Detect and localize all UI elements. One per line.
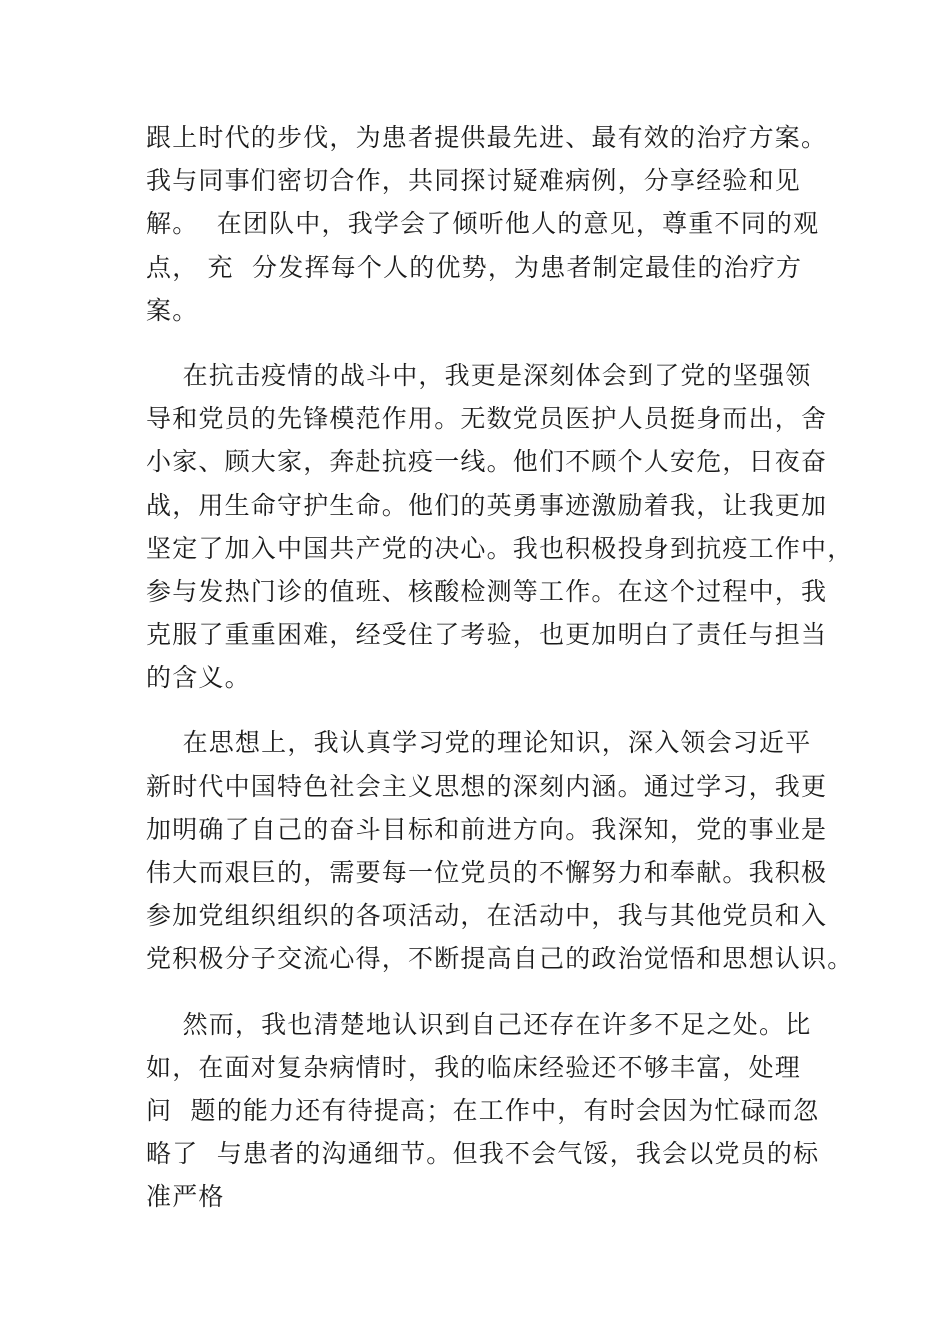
- text-line: 准严格: [146, 1182, 225, 1212]
- body-text: [146, 116, 854, 1219]
- text-line: 的含义。: [146, 663, 251, 693]
- text-line: 坚定了加入中国共产党的决心。我也积极投身到抗疫工作中，: [146, 533, 854, 563]
- text-line: 问 题的能力还有待提高；在工作中，有时会因为忙碌而忽: [146, 1095, 820, 1125]
- text-line: 略了 与患者的沟通细节。但我不会气馁，我会以党员的标: [146, 1139, 820, 1169]
- text-line: 如，在面对复杂病情时，我的临床经验还不够丰富，处理: [146, 1052, 802, 1082]
- text-line: 战，用生命守护生命。他们的英勇事迹激励着我，让我更加: [146, 490, 828, 520]
- text-line: 小家、顾大家，奔赴抗疫一线。他们不顾个人安危，日夜奋: [146, 447, 828, 477]
- text-line: 点， 充 分发挥每个人的优势，为患者制定最佳的治疗方: [146, 252, 803, 282]
- text-line: 跟上时代的步伐，为患者提供最先进、最有效的治疗方案。: [146, 123, 828, 152]
- text-line: 伟大而艰巨的，需要每一位党员的不懈努力和奉献。我积极: [146, 858, 828, 887]
- text-line: 我与同事们密切合作，共同探讨疑难病例，分享经验和见: [146, 166, 802, 196]
- text-line: 在思想上，我认真学习党的理论知识，深入领会习近平: [146, 728, 812, 758]
- text-line: 党积极分子交流心得，不断提高自己的政治觉悟和思想认识。: [146, 944, 854, 974]
- text-line: 解。 在团队中，我学会了倾听他人的意见，尊重不同的观: [146, 209, 820, 239]
- text-line: 然而，我也清楚地认识到自己还存在许多不足之处。比: [146, 1009, 812, 1039]
- text-line: 导和党员的先锋模范作用。无数党员医护人员挺身而出，舍: [146, 404, 828, 434]
- paragraph-3: [146, 721, 854, 980]
- paragraph-4: [146, 1003, 836, 1219]
- text-line: 在抗击疫情的战斗中，我更是深刻体会到了党的坚强领: [146, 360, 812, 390]
- text-line: 克服了重重困难，经受住了考验，也更加明白了责任与担当: [146, 620, 828, 650]
- paragraph-1: [146, 116, 836, 332]
- text-line: 参加党组织组织的各项活动，在活动中，我与其他党员和入: [146, 901, 828, 931]
- text-line: 案。: [146, 295, 199, 325]
- text-line: 参与发热门诊的值班、核酸检测等工作。在这个过程中，我: [146, 576, 828, 606]
- text-line: 新时代中国特色社会主义思想的深刻内涵。通过学习，我更: [146, 771, 828, 801]
- paragraph-2: [146, 354, 854, 700]
- text-line: 加明确了自己的奋斗目标和前进方向。我深知，党的事业是: [146, 814, 828, 844]
